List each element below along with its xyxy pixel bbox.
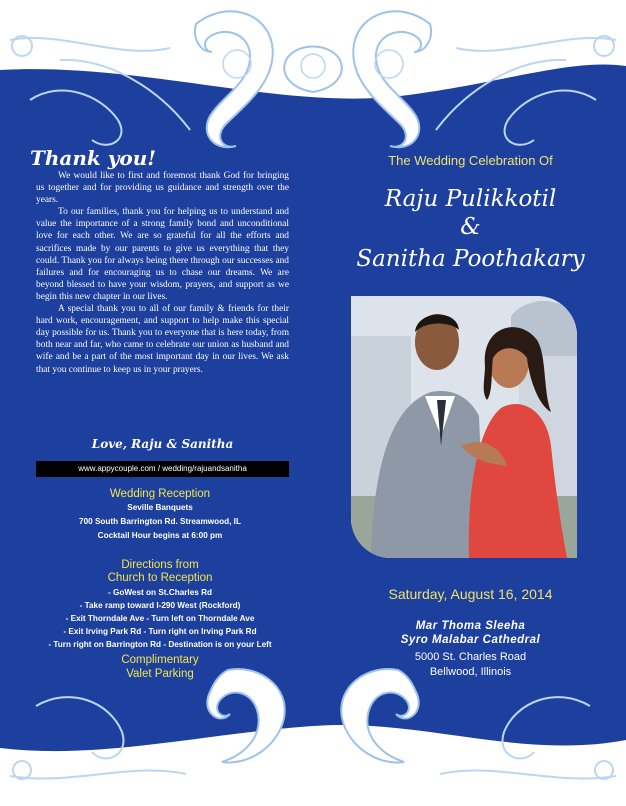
bride-name: Sanitha Poothakary bbox=[356, 246, 585, 272]
reception-address: 700 South Barrington Rd. Streamwood, IL bbox=[79, 517, 241, 526]
ceremony-date: Saturday, August 16, 2014 bbox=[388, 586, 553, 602]
thank-you-paragraph: A special thank you to all of our family & friends for their hard work, encouragement, and support to help make this special day possible for us. Thank you to everyone that is here today, from both near and far, who came to celebrate our union as husband and wife and be a part of the most important day in our lives. We ask that you continue to keep us in your prayers. bbox=[36, 304, 289, 375]
couple-photo bbox=[351, 296, 577, 558]
celebration-intro: The Wedding Celebration Of bbox=[388, 153, 553, 168]
thank-you-paragraph: To our families, thank you for helping us to understand and value the importance of a strong family bond and unconditional love for each other. We are so grateful for all the efforts and sacrifices made by our parents to give us everything that they could. Thank you for always being there through our successes and failures and for encouraging us to chase our dreams. We are beyond blessed to have your wisdom, prayers, and support as we begin this new chapter in our lives. bbox=[36, 207, 289, 302]
thank-you-message bbox=[36, 170, 289, 376]
direction-step: - Exit Irving Park Rd - Turn right on Irving Park Rd bbox=[63, 627, 257, 636]
top-scroll-ornament bbox=[0, 0, 626, 160]
parking-note: Complimentary bbox=[121, 654, 199, 666]
direction-step: - Take ramp toward I-290 West (Rockford) bbox=[79, 601, 241, 610]
church-name-line1: Mar Thoma Sleeha bbox=[415, 620, 526, 632]
wedding-website-link[interactable]: www.appycouple.com / wedding/rajuandsanitha bbox=[36, 461, 289, 477]
reception-venue: Seville Banquets bbox=[127, 503, 193, 512]
directions-heading: Directions from bbox=[121, 559, 199, 571]
church-address-street: 5000 St. Charles Road bbox=[414, 651, 527, 663]
groom-name: Raju Pulikkotil bbox=[384, 186, 557, 212]
direction-step: - Exit Thorndale Ave - Turn left on Thorndale Ave bbox=[65, 614, 255, 623]
church-address-city: Bellwood, Illinois bbox=[429, 666, 512, 678]
parking-note: Valet Parking bbox=[126, 668, 194, 680]
directions-heading: Church to Reception bbox=[107, 572, 213, 584]
thank-you-paragraph: We would like to first and foremost thank God for bringing us together and for providing us guidance and strength over the years. bbox=[36, 171, 289, 206]
reception-heading: Wedding Reception bbox=[109, 488, 211, 500]
bottom-scroll-ornament bbox=[0, 666, 626, 806]
signoff: Love, Raju & Sanitha bbox=[91, 437, 234, 451]
ampersand: & bbox=[460, 214, 481, 240]
direction-step: - GoWest on St.Charles Rd bbox=[107, 588, 213, 597]
direction-step: - Turn right on Barrington Rd - Destination is on your Left bbox=[48, 640, 272, 649]
reception-time: Cocktail Hour begins at 6:00 pm bbox=[97, 531, 223, 540]
couple-photo-illustration bbox=[351, 296, 577, 558]
church-name-line2: Syro Malabar Cathedral bbox=[400, 634, 541, 646]
thank-you-title: Thank you! bbox=[30, 146, 157, 170]
